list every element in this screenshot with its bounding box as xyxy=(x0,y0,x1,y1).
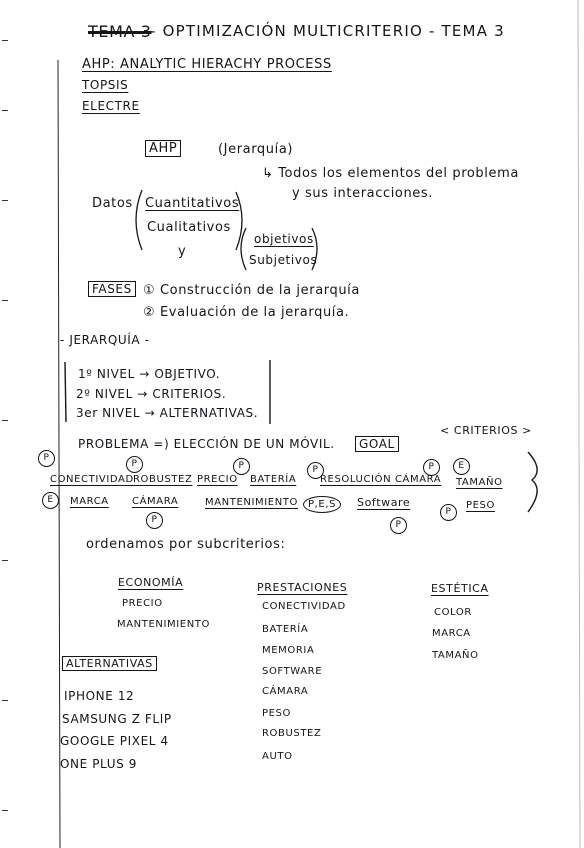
ordenamos-text: ordenamos por subcriterios: xyxy=(86,537,286,552)
paren-left xyxy=(136,190,142,250)
prestaciones-item: ROBUSTEZ xyxy=(262,728,322,739)
method-topsis: TOPSIS xyxy=(82,78,129,92)
objetivos: objetivos xyxy=(254,232,314,246)
criterio-bateria: BATERÍA xyxy=(250,474,297,485)
alternativa-item: ONE PLUS 9 xyxy=(60,757,137,771)
criterio-robustez: ROBUSTEZ xyxy=(133,474,193,485)
prestaciones-item: PESO xyxy=(262,708,291,719)
alternativa-item: SAMSUNG Z FLIP xyxy=(62,712,172,726)
struck-title: TEMA 3 xyxy=(88,22,152,41)
prestaciones-item: BATERÍA xyxy=(262,624,309,635)
nivel-1: 1º NIVEL → OBJETIVO. xyxy=(78,367,221,381)
economia-item: MANTENIMIENTO xyxy=(117,619,210,630)
criterio-mantenimiento: MANTENIMIENTO xyxy=(205,497,298,508)
ahp-note-2: y sus interacciones. xyxy=(292,186,434,201)
criterio-precio: PRECIO xyxy=(197,474,238,485)
subjetivos: Subjetivos xyxy=(249,253,318,267)
criterio-pies: P,E,S xyxy=(303,496,341,513)
marker-p: P xyxy=(423,459,440,476)
prestaciones-item: MEMORIA xyxy=(262,645,315,656)
criteria-brace xyxy=(528,452,537,512)
criterio-software: Software xyxy=(357,496,411,509)
prestaciones-item: SOFTWARE xyxy=(262,666,323,677)
page-edge xyxy=(578,0,580,848)
criterio-peso: PESO xyxy=(466,500,495,511)
marker-e: E xyxy=(42,492,59,509)
page-title: - OPTIMIZACIÓN MULTICRITERIO - TEMA 3 xyxy=(150,22,505,40)
goal-box: GOAL xyxy=(355,436,399,452)
marker-p: P xyxy=(307,462,324,479)
datos-label: Datos xyxy=(92,196,133,211)
paren-right-2 xyxy=(312,228,317,270)
alternativa-item: GOOGLE PIXEL 4 xyxy=(60,734,169,748)
problema-text: PROBLEMA =) ELECCIÓN DE UN MÓVIL. xyxy=(78,437,335,451)
criterio-camara: CÁMARA xyxy=(132,496,179,507)
ahp-paren: (Jerarquía) xyxy=(218,142,294,157)
criterio-conectividad: CONECTIVIDAD xyxy=(50,474,134,485)
col-estetica-title: ESTÉTICA xyxy=(431,582,489,595)
alternativas-box: ALTERNATIVAS xyxy=(62,656,157,671)
paren-left-2 xyxy=(241,228,246,270)
criterio-marca: MARCA xyxy=(70,496,109,507)
alternativa-item: IPHONE 12 xyxy=(64,689,135,703)
estetica-item: COLOR xyxy=(434,607,472,618)
prestaciones-item: AUTO xyxy=(262,751,293,762)
fases-box: FASES xyxy=(88,281,136,297)
method-electre: ELECTRE xyxy=(82,99,140,113)
y-connector: y xyxy=(178,244,187,259)
economia-item: PRECIO xyxy=(122,598,163,609)
nivel-3: 3er NIVEL → ALTERNATIVAS. xyxy=(76,406,259,420)
cuantitativos: Cuantitativos xyxy=(145,196,240,211)
col-prestaciones-title: PRESTACIONES xyxy=(257,581,348,594)
method-ahp: AHP: ANALYTIC HIERACHY PROCESS xyxy=(82,57,332,72)
prestaciones-item: CONECTIVIDAD xyxy=(262,601,346,612)
prestaciones-item: CÁMARA xyxy=(262,686,309,697)
jerarquia-bar-left xyxy=(65,362,66,422)
marker-e: E xyxy=(453,458,470,475)
cualitativos: Cualitativos xyxy=(147,220,231,235)
marker-p: P xyxy=(126,456,143,473)
criterio-tamano: TAMAÑO xyxy=(456,477,503,488)
marker-p: P xyxy=(233,458,250,475)
estetica-item: TAMAÑO xyxy=(432,650,479,661)
col-economia-title: ECONOMÍA xyxy=(118,576,184,589)
nivel-2: 2º NIVEL → CRITERIOS. xyxy=(76,387,227,401)
margin-line xyxy=(58,60,60,848)
estetica-item: MARCA xyxy=(432,628,471,639)
jerarquia-heading: - JERARQUÍA - xyxy=(60,333,150,347)
criterios-label: < CRITERIOS > xyxy=(440,424,532,437)
ahp-note-1: ↳ Todos los elementos del problema xyxy=(262,166,519,181)
marker-p: P xyxy=(440,504,457,521)
marker-p: P xyxy=(390,517,407,534)
fase-step-1: ① Construcción de la jerarquía xyxy=(143,283,360,298)
fase-step-2: ② Evaluación de la jerarquía. xyxy=(143,305,350,320)
criterio-resolucion: RESOLUCIÓN CÁMARA xyxy=(320,474,442,485)
marker-p: P xyxy=(38,450,55,467)
marker-p: P xyxy=(146,512,163,529)
ahp-box: AHP xyxy=(145,140,181,157)
